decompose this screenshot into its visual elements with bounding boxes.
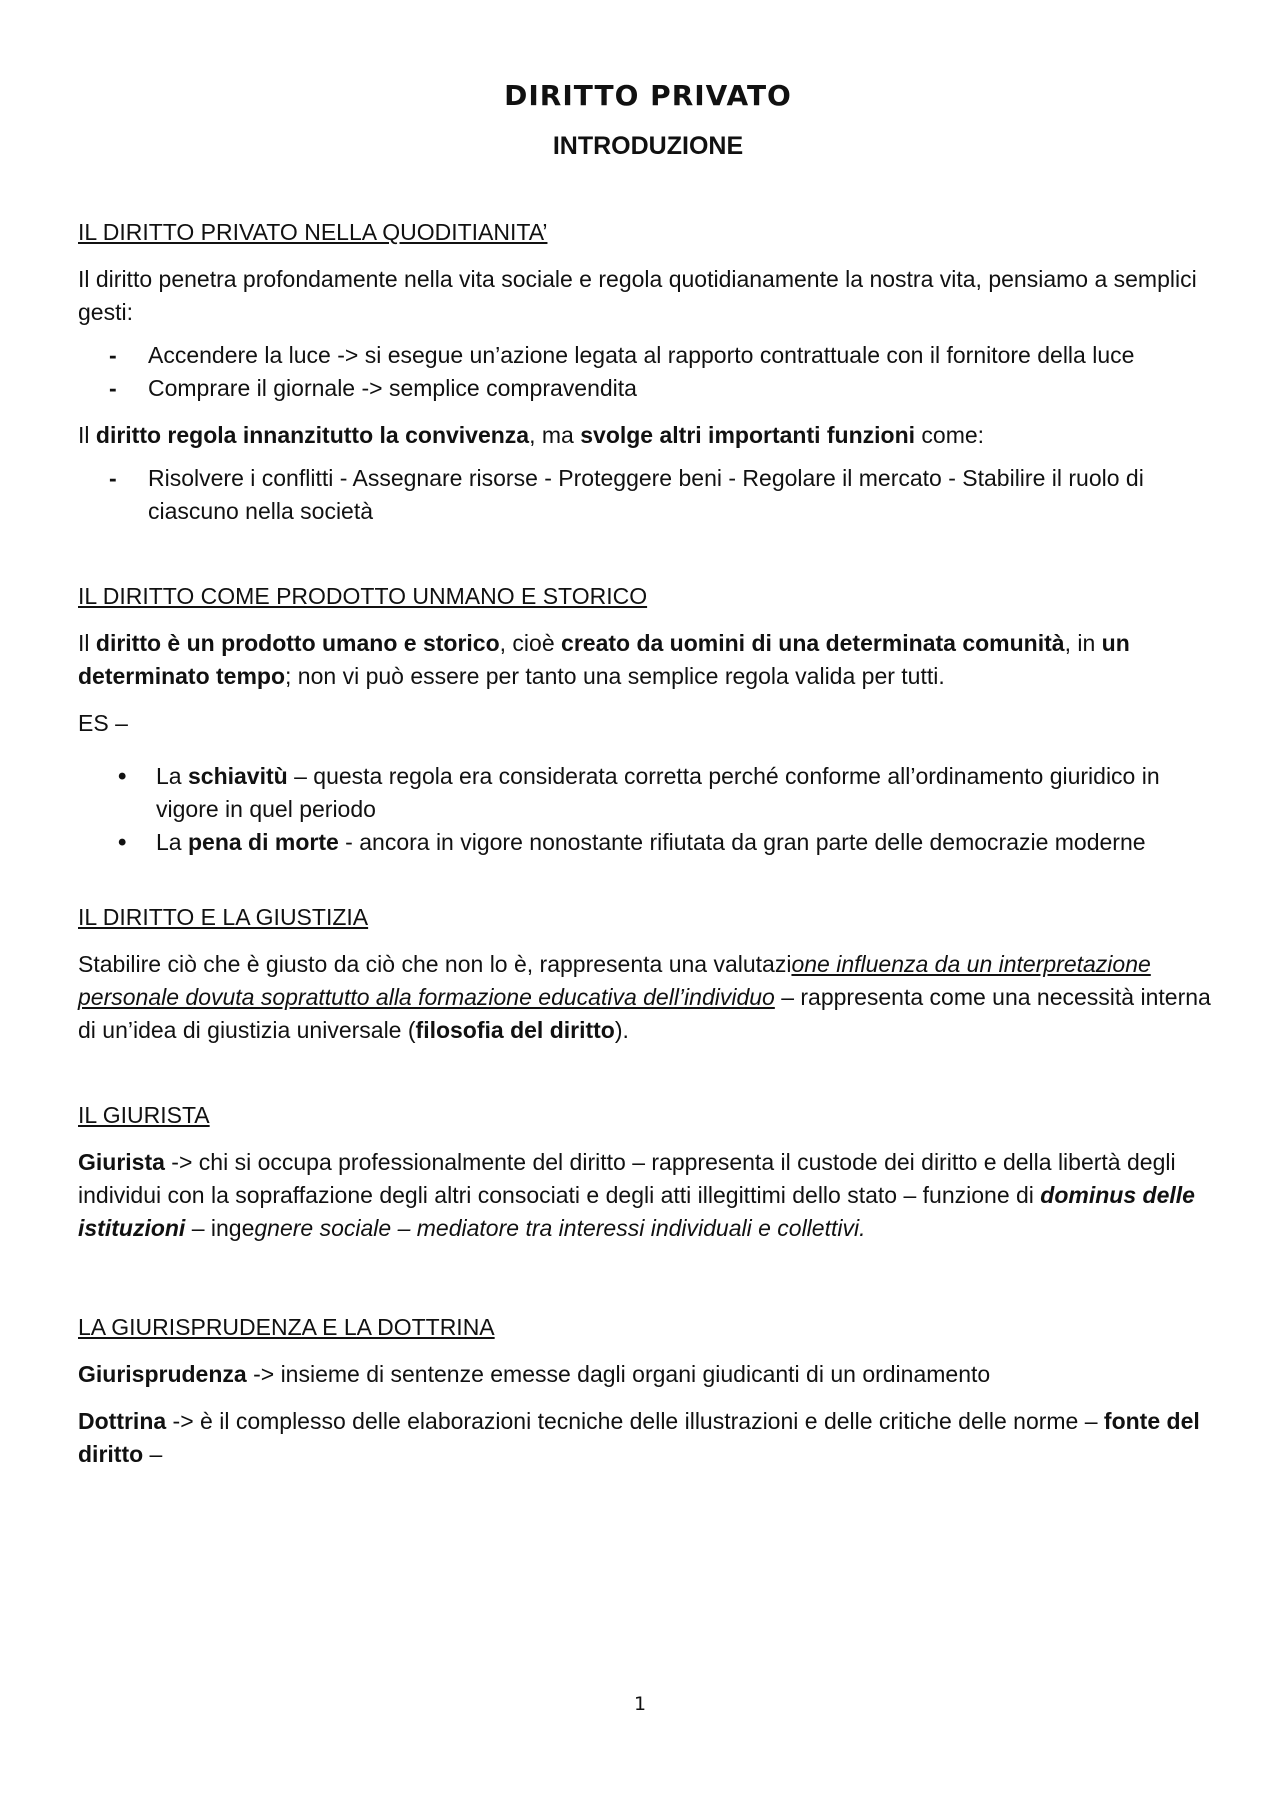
text-run: La — [156, 829, 188, 855]
bold-text: un determinato tempo — [78, 630, 1130, 689]
paragraph-giurista — [78, 1146, 1218, 1245]
list-item — [78, 826, 1218, 859]
text-run: – inge — [185, 1215, 255, 1241]
paragraph-giustizia — [78, 948, 1218, 1047]
list-item-text: Accendere la luce -> si esegue un’azione legata al rapporto contrattuale con il fornitore della luce — [148, 342, 1135, 368]
list-item-text: Comprare il giornale -> semplice compravendita — [148, 375, 637, 401]
examples-list — [78, 760, 1218, 859]
page-content — [78, 76, 1218, 1471]
bold-text: Giurista — [78, 1149, 165, 1175]
bold-italic-text: dominus delle istituzioni — [78, 1182, 1195, 1241]
text-run: -> è il complesso delle elaborazioni tecniche delle illustrazioni e delle critiche delle norme – — [166, 1408, 1104, 1434]
section-heading-giustizia: IL DIRITTO E LA GIUSTIZIA — [78, 904, 369, 930]
text-run: Stabilire ciò che è giusto da ciò che non lo è, rappresenta una valutazi — [78, 951, 792, 977]
bold-text: Giurisprudenza — [78, 1361, 247, 1387]
list-dash: - — [109, 465, 117, 491]
page-number: 1 — [633, 1693, 647, 1715]
list-item — [78, 339, 1218, 372]
text-run: -> chi si occupa professionalmente del diritto – rappresenta il custode dei diritto e della libertà degli individui con la sopraffazione degli altri consociati e degli atti illegittimi dello stato – funzione di — [78, 1149, 1176, 1208]
section-heading-giurista: IL GIURISTA — [78, 1102, 210, 1128]
text-run: – rappresenta come una necessità interna di un’idea di giustizia universale ( — [78, 984, 1211, 1043]
list-item — [78, 760, 1218, 826]
gestures-list — [78, 339, 1218, 405]
bold-text: fonte del diritto — [78, 1408, 1200, 1467]
paragraph-prodotto — [78, 627, 1218, 693]
section-heading-prodotto: IL DIRITTO COME PRODOTTO UNMANO E STORICO — [78, 583, 648, 609]
section-heading-giurisprudenza: LA GIURISPRUDENZA E LA DOTTRINA — [78, 1314, 495, 1340]
text-run: , cioè — [499, 630, 562, 656]
examples-label: ES – — [78, 710, 128, 736]
bold-text: diritto è un prodotto umano e storico — [95, 630, 500, 656]
bold-text: creato da uomini di una determinata comunità — [561, 630, 1065, 656]
text-run: - ancora in vigore nonostante rifiutata da gran parte delle democrazie moderne — [338, 829, 1146, 855]
bold-text: schiavitù — [187, 763, 288, 789]
italic-underlined-text: one influenza da un interpretazione personale dovuta soprattutto alla formazione educativa dell’individuo — [78, 951, 1151, 1010]
text-run: ). — [614, 1017, 629, 1043]
list-item — [78, 372, 1218, 405]
bullet-icon: • — [118, 829, 127, 856]
paragraph-intro: Il diritto penetra profondamente nella vita sociale e regola quotidianamente la nostra vita, pensiamo a semplici gesti: — [78, 266, 1197, 325]
bold-text: diritto regola innanzitutto la convivenza — [95, 422, 530, 448]
bold-text: pena di morte — [187, 829, 339, 855]
text-run: La — [156, 763, 188, 789]
document-title: DIRITTO PRIVATO — [504, 79, 792, 112]
text-run: , in — [1064, 630, 1102, 656]
bold-text: svolge altri importanti funzioni — [580, 422, 916, 448]
document-subtitle: INTRODUZIONE — [552, 132, 744, 160]
italic-text: gnere sociale – mediatore tra interessi individuali e collettivi. — [254, 1215, 866, 1241]
bold-text: filosofia del diritto — [415, 1017, 615, 1043]
functions-list — [78, 462, 1218, 528]
list-dash: - — [109, 375, 117, 401]
text-run: – — [143, 1441, 163, 1467]
list-dash: - — [109, 342, 117, 368]
paragraph-dottrina — [78, 1405, 1218, 1471]
text-run: , ma — [529, 422, 581, 448]
list-item-text: Risolvere i conflitti - Assegnare risorse - Proteggere beni - Regolare il mercato - Stabilire il ruolo di ciascuno nella società — [148, 465, 1144, 524]
paragraph-functions-intro — [78, 419, 1218, 452]
text-run: -> insieme di sentenze emesse dagli organi giudicanti di un ordinamento — [246, 1361, 991, 1387]
bullet-icon: • — [118, 763, 127, 790]
text-run: ; non vi può essere per tanto una semplice regola valida per tutti. — [285, 663, 945, 689]
text-run: Il — [78, 630, 96, 656]
text-run: Il — [78, 422, 96, 448]
paragraph-giurisprudenza — [78, 1358, 1218, 1391]
list-item — [78, 462, 1218, 528]
bold-text: Dottrina — [78, 1408, 167, 1434]
text-run: – questa regola era considerata corretta perché conforme all’ordinamento giuridico in vigore in quel periodo — [156, 763, 1160, 822]
text-run: come: — [915, 422, 985, 448]
section-heading-quotidianita: IL DIRITTO PRIVATO NELLA QUODITIANITA’ — [78, 219, 548, 245]
